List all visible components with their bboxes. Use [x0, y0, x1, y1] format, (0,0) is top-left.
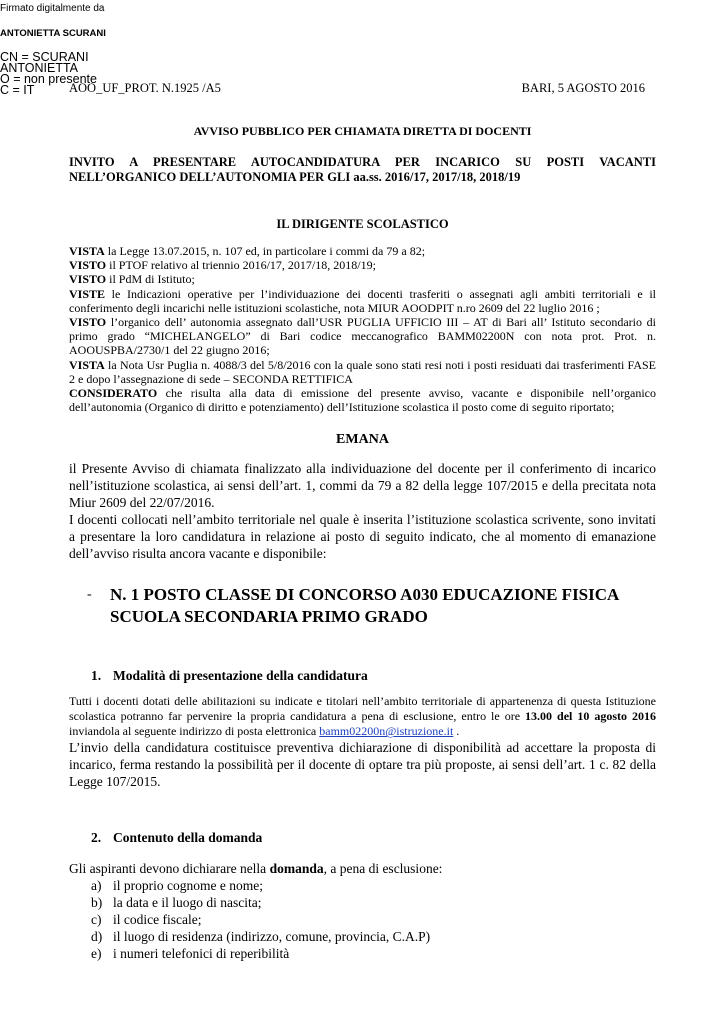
- deadline: 13.00 del 10 agosto 2016: [525, 709, 656, 724]
- section-number: 1.: [91, 668, 102, 684]
- premessa-item: [69, 244, 656, 258]
- premessa-text: il PdM di Istituto;: [106, 272, 195, 287]
- list-item: [69, 911, 656, 928]
- signature-name: ANTONIETTA SCURANI: [0, 28, 106, 39]
- premessa-item: [69, 315, 656, 358]
- section-2-heading: [91, 830, 656, 846]
- signature-line-country: C = IT: [0, 83, 35, 97]
- intro-text: Gli aspiranti devono dichiarare nella: [69, 861, 270, 877]
- premessa-keyword: VISTE: [69, 286, 106, 301]
- posto-text: N. 1 POSTO CLASSE DI CONCORSO A030 EDUCAZIONE FISICA SCUOLA SECONDARIA PRIMO GRADO: [110, 585, 619, 627]
- list-text: la data e il luogo di nascita;: [113, 895, 262, 911]
- body-paragraph: I docenti collocati nell’ambito territoriale nel quale è inserita l’istituzione scolastica scrivente, sono invitati a presentare la loro candidatura in relazione ai posto di seguito indicato, che al momento di emanazione dell’avviso risulta ancora vacante e disponibile:: [69, 512, 656, 562]
- premessa-item: [69, 386, 656, 414]
- candidatura-text: , entro le ore: [453, 709, 526, 724]
- avviso-description: [69, 460, 656, 562]
- premessa-text: il PTOF relativo al triennio 2016/17, 2017/18, 2018/19;: [106, 258, 376, 273]
- section-title: Modalità di presentazione della candidatura: [113, 668, 368, 684]
- candidatura-text: a pena di esclusione: [351, 709, 454, 724]
- candidatura-text: Tutti i docenti dotati delle abilitazioni su indicate e titolari nell’ambito territoriale di appartenenza di questa Istituzione scolastica potranno far pervenire la propria candidatura: [69, 694, 656, 724]
- domanda-requirements-list: [69, 877, 656, 962]
- premessa-text: le Indicazioni operative per l’individuazione dei docenti trasferiti o assegnati agli ambiti territoriali e il conferimento degli incarichi nelle istituzioni scolastiche, nota MIUR AOODPIT n.ro 2609 del 22 luglio 2016 ;: [69, 286, 656, 315]
- premessa-item: [69, 287, 656, 315]
- document-date: BARI, 5 AGOSTO 2016: [521, 81, 645, 95]
- dash-bullet: -: [87, 587, 92, 603]
- premessa-item: [69, 272, 656, 286]
- premessa-keyword: VISTO: [69, 258, 107, 273]
- emana-title: EMANA: [336, 432, 389, 448]
- list-item: [69, 894, 656, 911]
- section-1-content: [69, 694, 656, 790]
- candidatura-paragraph: [69, 694, 656, 739]
- premessa-text: la Legge 13.07.2015, n. 107 ed, in particolare i commi da 79 a 82;: [104, 244, 426, 258]
- premessa-text: l’organico dell’ autonomia assegnato dall’USR PUGLIA UFFICIO III – AT di Bari all’ Istituto secondario di primo grado “MICHELANGELO” di Bari codice meccanografico BAMM02200N con nota prot. Prot. n. AOOUSPBA/2730/1 del 22 giugno 2016;: [69, 315, 656, 358]
- premessa-keyword: CONSIDERATO: [69, 386, 158, 401]
- invito-heading: [69, 155, 656, 185]
- section-1-heading: [91, 668, 656, 684]
- signature-title: Firmato digitalmente da: [0, 3, 105, 14]
- premessa-text: che risulta alla data di emissione del presente avviso, vacante e disponibile nell’organico dell’autonomia (Organico di diritto e potenziamento) dell’Istituzione scolastica il posto come di seguito riportato;: [69, 386, 656, 415]
- premessa-keyword: VISTA: [69, 244, 105, 258]
- protocol-number: AOO_UF_PROT. N.1925 /A5: [69, 81, 221, 95]
- email-link[interactable]: bamm02200n@istruzione.it: [319, 724, 454, 739]
- invito-line-1: INVITO A PRESENTARE AUTOCANDIDATURA PER INCARICO SU POSTI VACANTI: [69, 155, 656, 169]
- premessa-item: [69, 358, 656, 386]
- list-item: [69, 945, 656, 962]
- premessa-item: [69, 258, 656, 272]
- invito-line-2: NELL’ORGANICO DELL’AUTONOMIA PER GLI aa.ss. 2016/17, 2017/18, 2018/19: [69, 170, 521, 184]
- intro-text: , a pena di esclusione:: [323, 861, 443, 877]
- list-text: i numeri telefonici di reperibilità: [113, 946, 290, 962]
- posto-vacante: [87, 584, 656, 628]
- document-body: [69, 124, 656, 962]
- signature-line-name: ANTONIETTA: [0, 61, 79, 75]
- premessa-keyword: VISTO: [69, 315, 107, 330]
- candidatura-text: inviandola al seguente indirizzo di posta elettronica: [69, 724, 320, 739]
- section-title: Contenuto della domanda: [113, 830, 263, 846]
- premessa-text: la Nota Usr Puglia n. 4088/3 del 5/8/2016 con la quale sono stati resi noti i posti residuati dai trasferimenti FASE 2 e dopo l’assegnazione di sede – SECONDA RETTIFICA: [69, 357, 656, 386]
- list-label: e): [91, 946, 102, 962]
- signature-line-org: O = non presente: [0, 72, 97, 86]
- section-number: 2.: [91, 830, 102, 846]
- intro-bold: domanda: [269, 861, 324, 877]
- premessa-keyword: VISTO: [69, 272, 107, 287]
- candidatura-note: L’invio della candidatura costituisce preventiva dichiarazione di disponibilità ad accettare la proposta di incarico, ferma restando la possibilità per il docente di optare tra più proposte, ai sensi dell’art. 1 c. 82 della Legge 107/2015.: [69, 740, 656, 790]
- premesse-list: [69, 244, 656, 414]
- domanda-intro: [69, 860, 656, 877]
- list-text: il codice fiscale;: [113, 912, 202, 928]
- premessa-keyword: VISTA: [69, 357, 105, 372]
- dirigente-title: IL DIRIGENTE SCOLASTICO: [276, 217, 449, 231]
- list-label: c): [91, 912, 102, 928]
- list-text: il luogo di residenza (indirizzo, comune, provincia, C.A.P): [113, 929, 431, 945]
- list-label: a): [91, 878, 102, 894]
- body-paragraph: il Presente Avviso di chiamata finalizzato alla individuazione del docente per il conferimento di incarico nell’istituzione scolastica, ai sensi dell’art. 1, commi da 79 a 82 della legge 107/2015 e della precitata nota Miur 2609 del 22/07/2016.: [69, 461, 656, 511]
- list-text: il proprio cognome e nome;: [113, 878, 263, 894]
- list-item: [69, 877, 656, 894]
- signature-line-cn: CN = SCURANI: [0, 50, 89, 64]
- list-label: d): [91, 929, 103, 945]
- candidatura-text: .: [453, 724, 460, 739]
- list-label: b): [91, 895, 103, 911]
- list-item: [69, 928, 656, 945]
- avviso-title: AVVISO PUBBLICO PER CHIAMATA DIRETTA DI DOCENTI: [193, 124, 532, 138]
